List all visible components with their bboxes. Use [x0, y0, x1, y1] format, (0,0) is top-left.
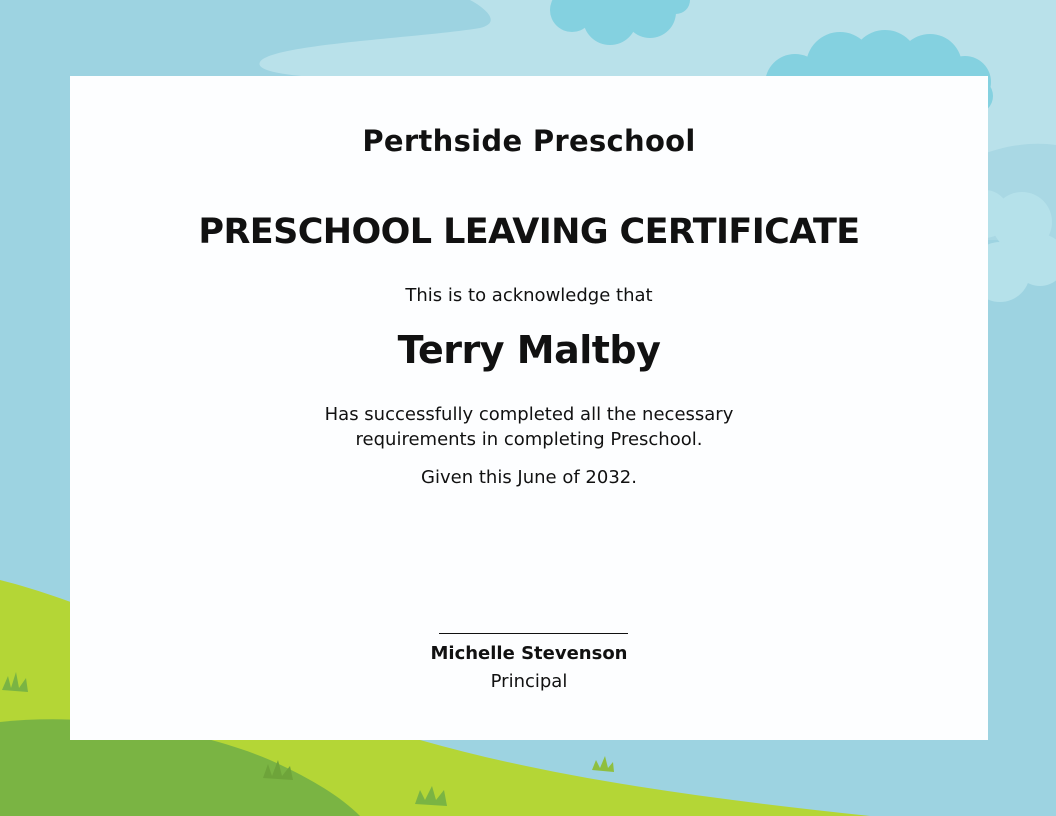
date-text: Given this June of 2032.: [421, 467, 637, 488]
acknowledgement-text: This is to acknowledge that: [405, 285, 653, 306]
certificate-card: [70, 76, 988, 740]
certificate-title: PRESCHOOL LEAVING CERTIFICATE: [198, 212, 860, 252]
signatory-role: Principal: [490, 671, 568, 692]
signatory-name: Michelle Stevenson: [430, 643, 628, 664]
signature-line: [439, 633, 628, 634]
completion-text: Has successfully completed all the necessary requirements in completing Preschool.: [324, 404, 734, 450]
school-name: Perthside Preschool: [362, 124, 696, 158]
recipient-name: Terry Maltby: [397, 328, 661, 372]
